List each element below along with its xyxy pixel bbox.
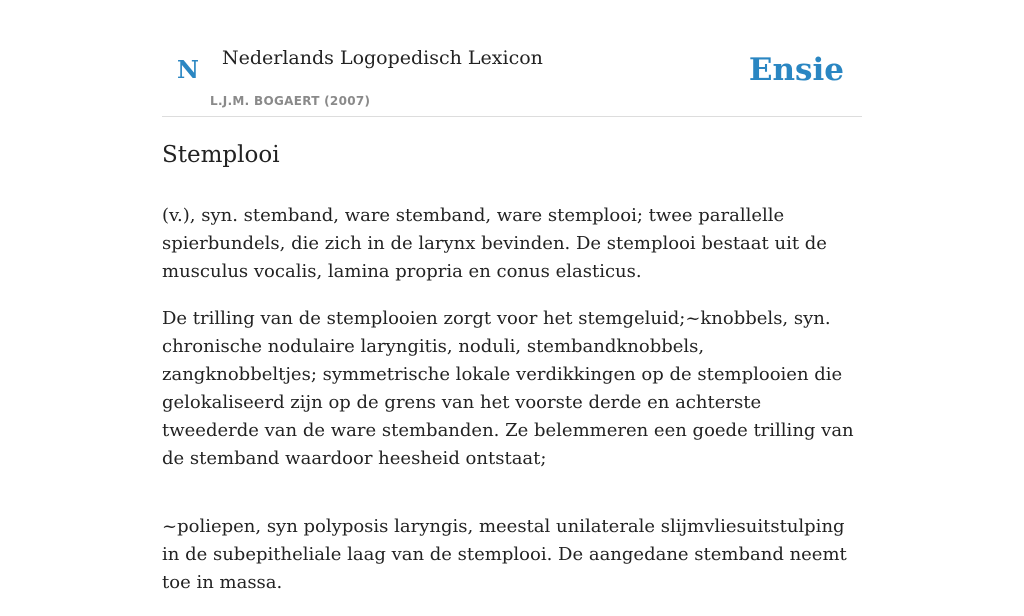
ensie-logo-link[interactable]: Ensie [748,52,844,88]
source-author: L.J.M. BOGAERT (2007) [210,94,371,108]
entry-title: Stemplooi [162,142,280,168]
source-header [162,0,862,117]
definition-paragraph: (v.), syn. stemband, ware stemband, ware stemplooi; twee parallelle spierbundels, die zich in de larynx bevinden. De stemplooi bestaat uit de musculus vocalis, lamina propria en conus elasticus. [162,205,827,282]
source-title-link[interactable]: Nederlands Logopedisch Lexicon [222,47,543,69]
definition-paragraph: ~poliepen, syn polyposis laryngis, meestal unilaterale slijmvliesuitstulping in de subepitheliale laag van de stemplooi. De aangedane stemband neemt toe in massa. [162,516,847,593]
source-logo-icon: N [177,55,199,84]
definition-paragraph: De trilling van de stemplooien zorgt voor het stemgeluid;~knobbels, syn. chronische nodulaire laryngitis, noduli, stembandknobbels, zangknobbeltjes; symmetrische lokale verdikkingen op de stemplooien die gelokaliseerd zijn op de grens van het voorste derde en achterste tweederde van de ware stembanden. Ze belemmeren een goede trilling van de stemband waardoor heesheid ontstaat; [162,308,854,469]
entry-content [162,136,862,616]
